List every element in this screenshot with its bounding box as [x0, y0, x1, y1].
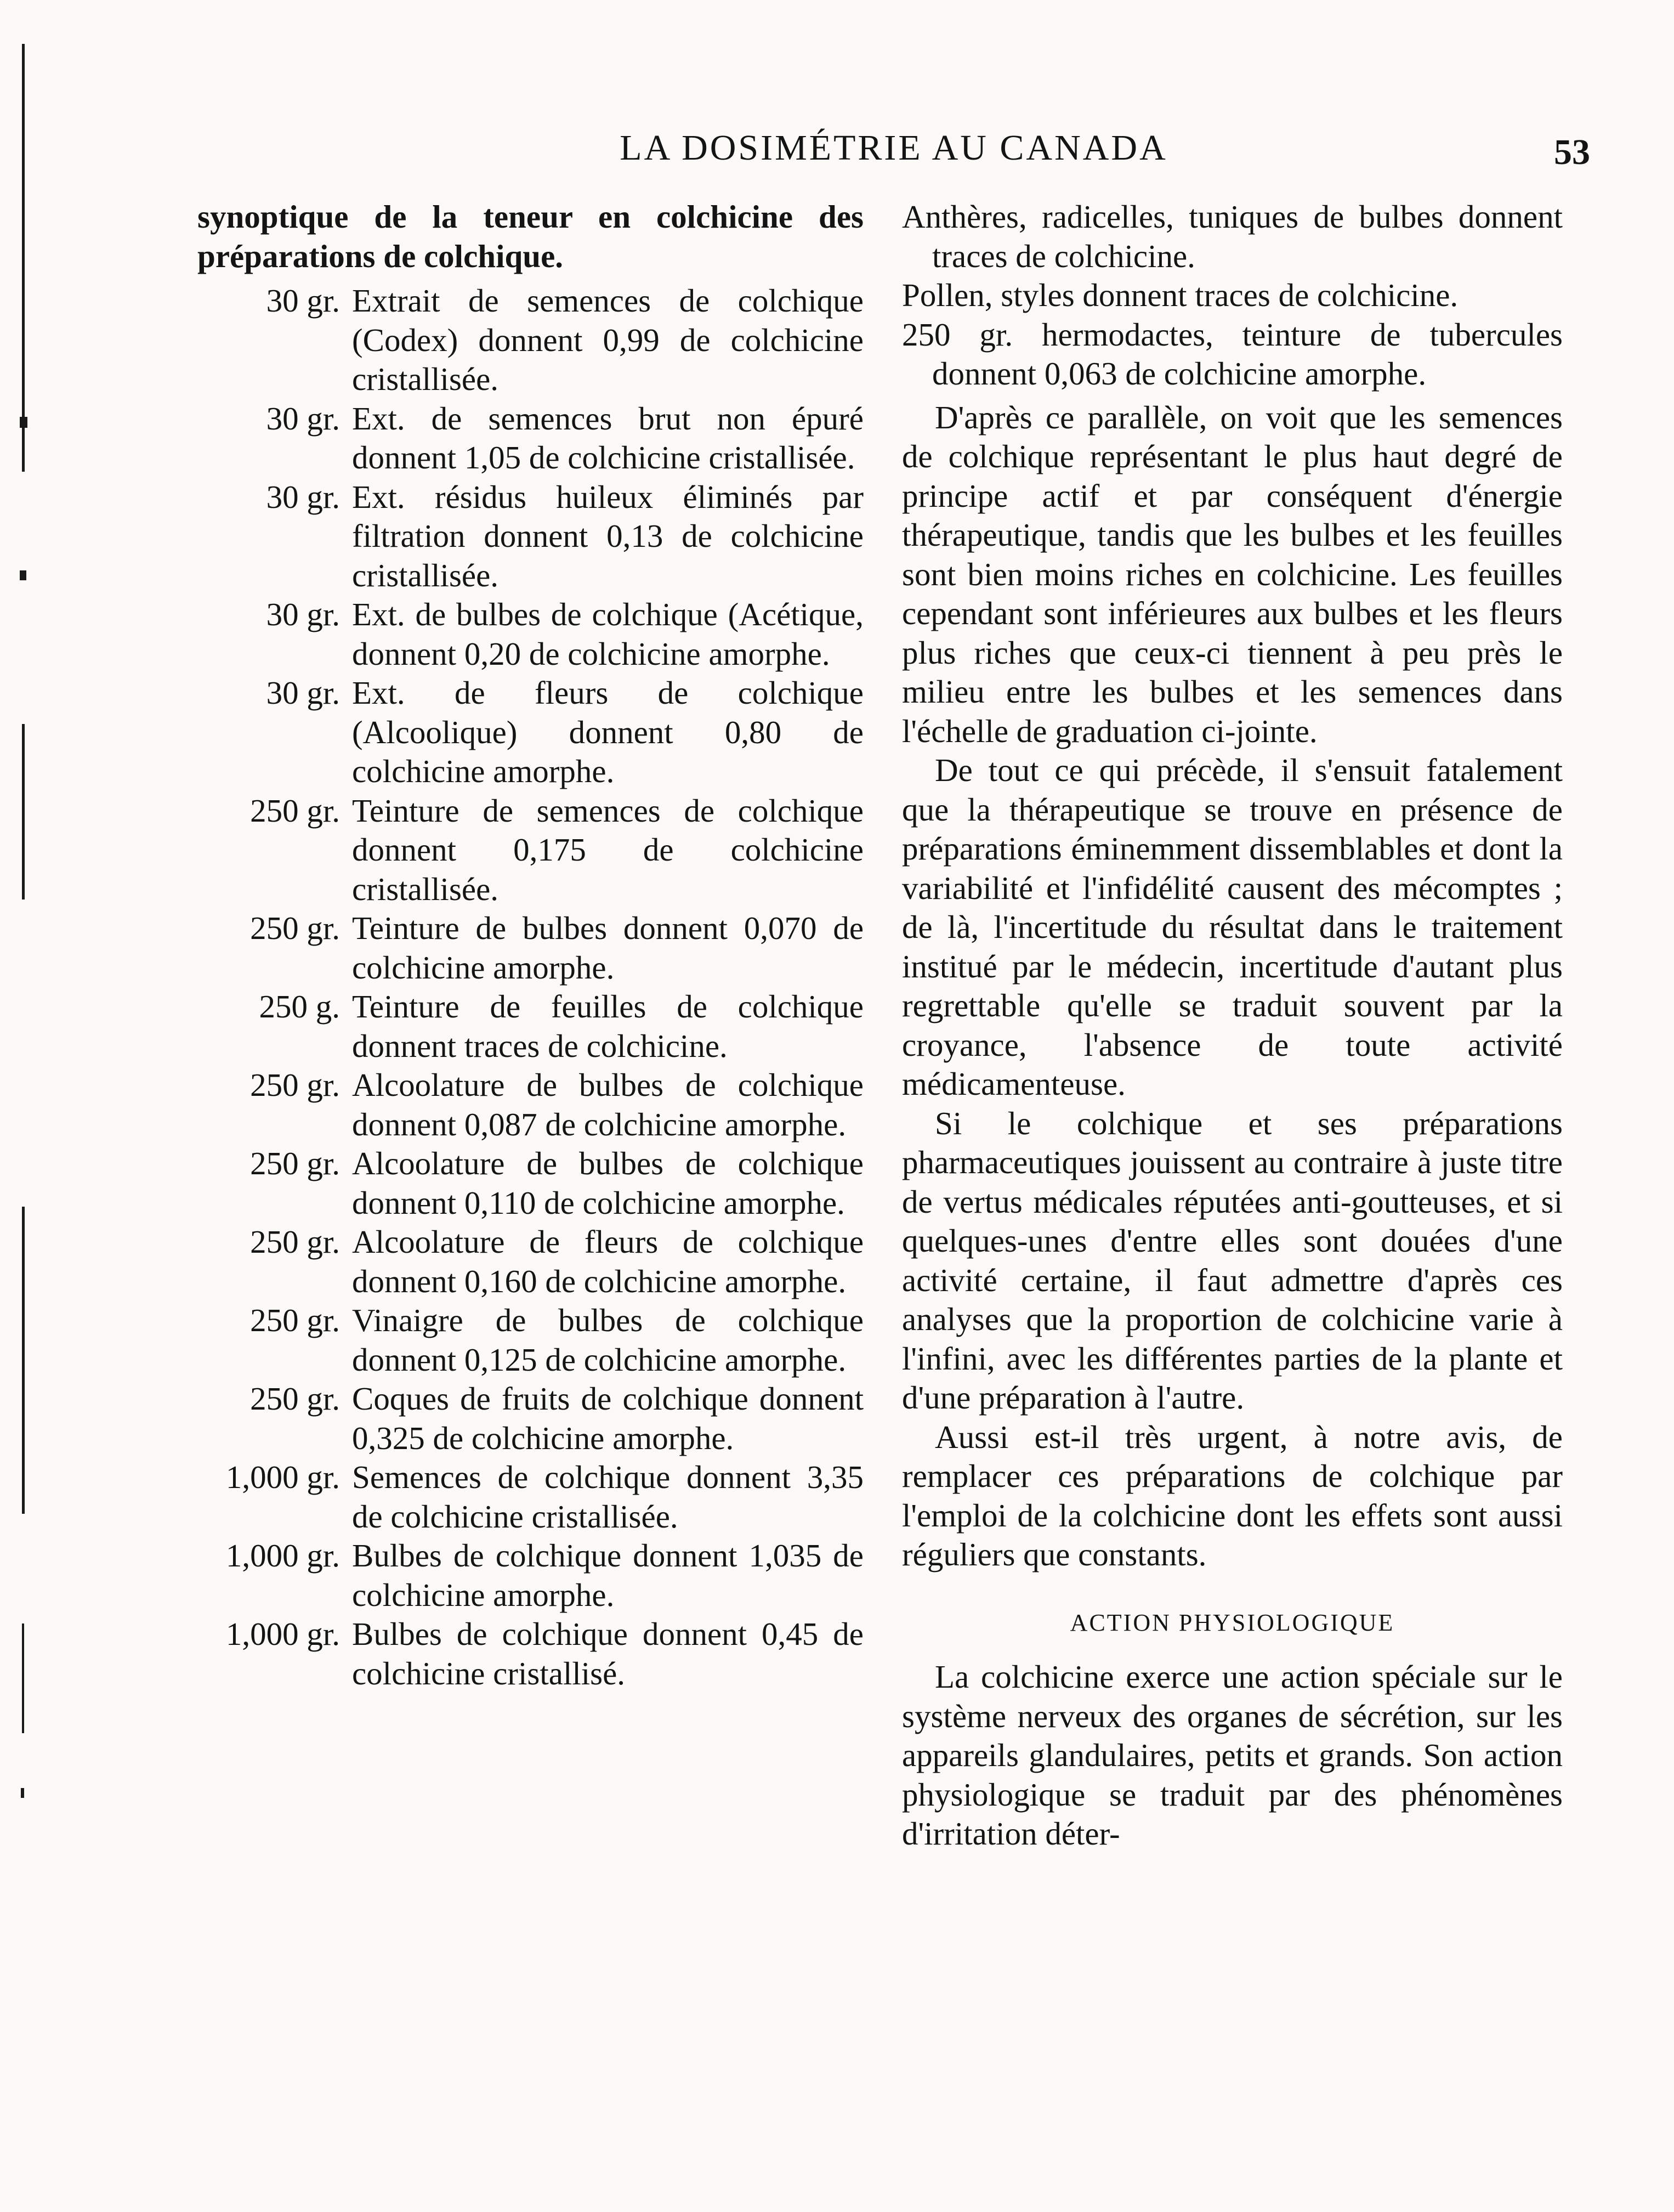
preparation-entry [197, 909, 864, 987]
entry-text: Ext. de bulbes de colchique (Acétique, donnent 0,20 de colchicine amorphe. [352, 596, 864, 672]
section-heading: ACTION PHYSIOLOGIQUE [1070, 1609, 1395, 1636]
entry-quantity: 30 gr. [266, 282, 340, 319]
entry-quantity: 30 gr. [266, 478, 340, 515]
page-number: 53 [1554, 132, 1590, 172]
preparation-entry [197, 595, 864, 674]
entry-quantity: 250 g. [259, 988, 340, 1025]
preparation-entry [197, 1301, 864, 1379]
right-column [902, 197, 1563, 1854]
entry-text: Alcoolature de bulbes de colchique donnent 0,110 de colchicine amorphe. [352, 1145, 864, 1221]
entry-quantity: 250 gr. [250, 910, 340, 946]
entry-text: Alcoolature de fleurs de colchique donnent 0,160 de colchicine amorphe. [352, 1224, 864, 1299]
entry-quantity: 250 gr. [250, 1381, 340, 1417]
body-paragraph: La colchicine exerce une action spéciale sur le système nerveux des organes de sécrétion, sur les appareils glandulaires, petits et grands. Son action physiologique se traduit par des phénomènes d'irritation déter- [902, 1659, 1563, 1852]
binding-edge-mark [20, 570, 26, 580]
preparation-entry [197, 1536, 864, 1615]
running-title: LA DOSIMÉTRIE AU CANADA [620, 128, 1168, 168]
binding-edge-mark [21, 1788, 24, 1798]
entry-quantity: 1,000 gr. [225, 1537, 340, 1574]
entry-text: Ext. de fleurs de colchique (Alcoolique) donnent 0,80 de colchicine amorphe. [352, 675, 864, 789]
entry-quantity: 30 gr. [266, 400, 340, 437]
entry-quantity: 250 gr. [250, 1145, 340, 1181]
body-paragraph: Si le colchique et ses préparations pharmaceutiques jouissent au contraire à juste titre de vertus médicales réputées anti-goutteuses, et si quelques-unes d'entre elles sont douées d'une activité certaine, il faut admettre d'après ces analyses que la proportion de colchicine varie à l'infini, avec les différentes parties de la plante et d'une préparation à l'autre. [902, 1105, 1563, 1416]
entry-quantity: 250 gr. [250, 1224, 340, 1260]
entry-quantity: 250 gr. [250, 792, 340, 829]
preparation-entry [197, 1615, 864, 1693]
entry-text: Semences de colchique donnent 3,35 de colchicine cristallisée. [352, 1459, 864, 1535]
binding-edge-line [22, 1623, 24, 1733]
entry-text: Vinaigre de bulbes de colchique donnent 0,125 de colchicine amorphe. [352, 1302, 864, 1378]
entry-text: Ext. de semences brut non épuré donnent 1,05 de colchicine cristallisée. [352, 400, 864, 476]
preparation-entry [197, 1066, 864, 1144]
preparation-entry [197, 478, 864, 596]
preparation-entry [197, 1379, 864, 1458]
body-paragraph: D'après ce parallèle, on voit que les semences de colchique représentant le plus haut degré de principe actif et par conséquent d'énergie thérapeutique, tandis que les bulbes et les feuilles sont bien moins riches en colchicine. Les feuilles cependant sont inférieures aux bulbes et les fleurs plus riches que ceux-ci tiennent à peu près le milieu entre les bulbes et les semences dans l'échelle de graduation ci-jointe. [902, 399, 1563, 749]
preparation-entry [197, 1144, 864, 1223]
preparation-entry [197, 674, 864, 791]
preparation-entry [197, 1223, 864, 1301]
entry-text: Teinture de semences de colchique donnent 0,175 de colchicine cristallisée. [352, 792, 864, 907]
entry-text: Teinture de bulbes donnent 0,070 de colchicine amorphe. [352, 910, 864, 986]
binding-edge-line [22, 44, 25, 472]
preparation-entry [197, 399, 864, 478]
body-paragraph: De tout ce qui précède, il s'ensuit fatalement que la thérapeutique se trouve en présence de préparations éminemment dissemblables et dont la variabilité et l'infidélité causent des mécomptes ; de là, l'incertitude du résultat dans le traitement institué par le médecin, incertitude d'autant plus regrettable qu'elle se traduit souvent par la croyance, l'absence de toute activité médicamenteuse. [902, 752, 1563, 1102]
body-paragraph: Aussi est-il très urgent, à notre avis, de remplacer ces préparations de colchique par l'emploi de la colchicine dont les effets sont aussi réguliers que constants. [902, 1418, 1563, 1572]
entry-quantity: 1,000 gr. [225, 1459, 340, 1495]
entry-quantity: 1,000 gr. [225, 1616, 340, 1652]
left-column [197, 197, 864, 1693]
preparation-entry [197, 1458, 864, 1536]
binding-edge-line [22, 724, 25, 899]
preparation-entry [197, 987, 864, 1066]
list-item: Anthères, radicelles, tuniques de bulbes donnent traces de colchicine. [902, 199, 1563, 274]
entry-text: Extrait de semences de colchique (Codex) donnent 0,99 de colchicine cristallisée. [352, 282, 864, 397]
entry-text: Teinture de feuilles de colchique donnent traces de colchicine. [352, 988, 864, 1064]
preparation-entry [197, 281, 864, 399]
entry-quantity: 250 gr. [250, 1302, 340, 1338]
entry-text: Bulbes de colchique donnent 1,035 de colchicine amorphe. [352, 1537, 864, 1613]
list-item: Pollen, styles donnent traces de colchicine. [902, 277, 1459, 313]
entry-quantity: 250 gr. [250, 1067, 340, 1103]
entry-quantity: 30 gr. [266, 675, 340, 711]
intro-paragraph: synoptique de la teneur en colchicine des préparations de colchique. [197, 199, 864, 274]
entry-text: Ext. résidus huileux éliminés par filtration donnent 0,13 de colchicine cristallisée. [352, 478, 864, 593]
entry-text: Coques de fruits de colchique donnent 0,325 de colchicine amorphe. [352, 1381, 864, 1456]
entry-text: Bulbes de colchique donnent 0,45 de colchicine cristallisé. [352, 1616, 864, 1691]
entry-quantity: 30 gr. [266, 596, 340, 632]
entry-text: Alcoolature de bulbes de colchique donnent 0,087 de colchicine amorphe. [352, 1067, 864, 1142]
list-item: 250 gr. hermodactes, teinture de tubercules donnent 0,063 de colchicine amorphe. [902, 316, 1563, 392]
binding-edge-mark [20, 417, 27, 428]
preparation-entry [197, 791, 864, 909]
binding-edge-line [22, 1207, 25, 1514]
